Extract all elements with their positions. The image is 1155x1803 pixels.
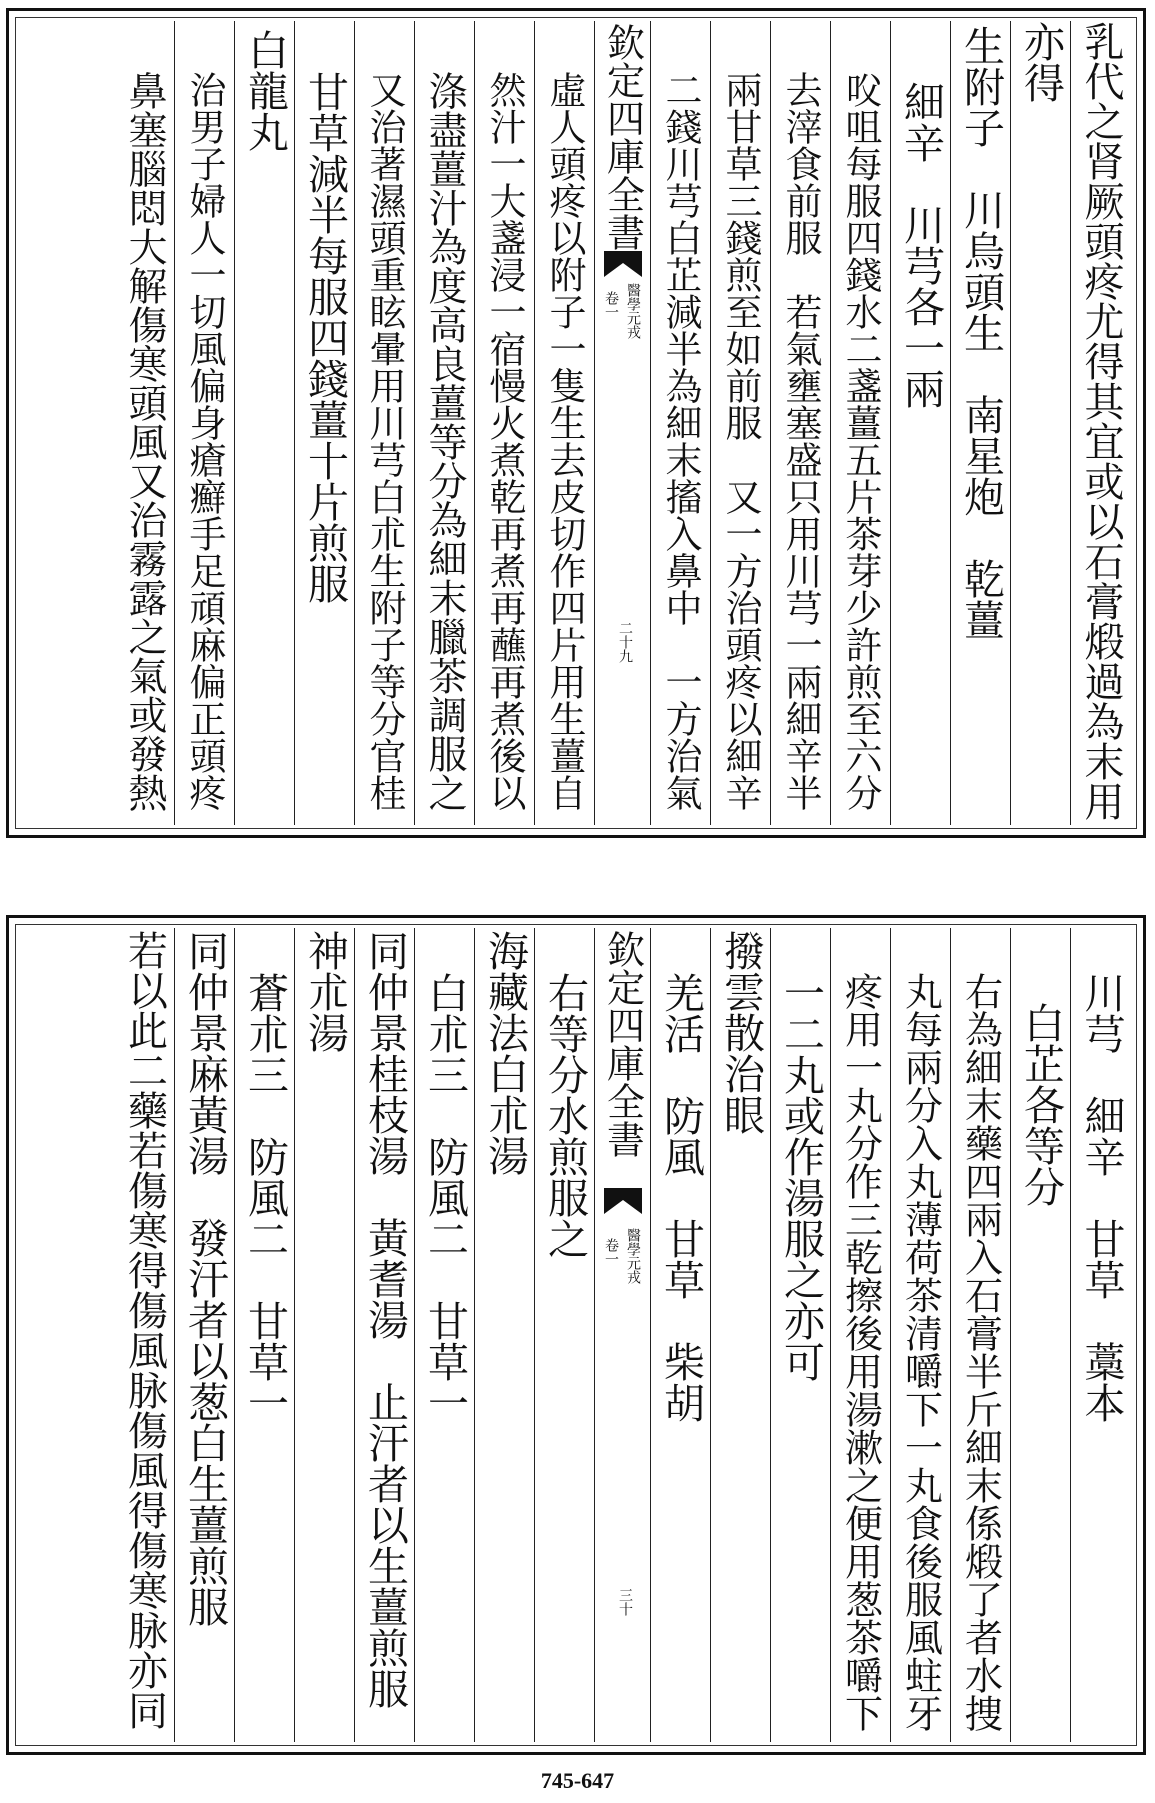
column-text: 去滓食前服 若氣壅塞盛只用川芎一兩細辛半 [779,71,822,811]
top-page [6,8,1146,838]
column-text: 㕮咀每服四錢水二盞薑五片茶芽少許煎至六分 [839,71,882,811]
center-folio: 三十 [617,1588,633,1616]
text-column [711,928,771,1742]
text-column [355,928,415,1742]
text-column [535,21,595,825]
text-column [1071,21,1131,825]
text-column [355,21,415,825]
bottom-page [6,915,1146,1755]
center-fold [595,21,651,825]
bottom-columns [21,928,1131,1742]
column-text: 兩甘草三錢煎至如前服 又一方治頭疼以細辛 [719,71,762,811]
column-text: 涤盡薑汁為度高良薑等分為細末臘茶調服之 [422,71,467,812]
column-text: 治男子婦人一切風偏身瘡癬手足頑麻偏正頭疼 [183,71,226,811]
column-text: 海藏法白朮湯 [481,930,529,1176]
column-text: 同仲景桂枝湯 黃耆湯 止汗者以生薑煎服 [361,930,409,1709]
column-text: 神朮湯 [301,930,349,1053]
column-text: 然汁一大盞浸一宿慢火煮乾再煮再蘸再煮後以 [483,71,526,811]
column-text: 乳代之肾厥頭疼尤得其宜或以石膏煅過為末用 [1078,21,1124,821]
center-title: 欽定四庫全書 [600,930,645,1158]
column-text: 撥雲散治眼 [717,930,765,1135]
text-column [831,928,891,1742]
text-column [651,928,711,1742]
text-column [1011,928,1071,1742]
text-column [1011,21,1071,825]
column-text: 若以此二藥若傷寒得傷風脉傷風得傷寒脉亦同 [121,930,168,1730]
text-column [475,928,535,1742]
text-column [475,21,535,825]
text-column [535,928,595,1742]
fish-tail-mark-icon [604,1188,642,1214]
column-text: 一二丸或作湯服之亦可 [777,972,825,1382]
center-title: 欽定四庫全書 [600,23,645,251]
text-column [415,928,475,1742]
column-text: 白朮三 防風二 甘草一 [421,972,469,1423]
text-column [115,928,175,1742]
center-juan: 卷一 [603,291,619,319]
column-text: 同仲景麻黃湯 發汗者以葱白生薑煎服 [181,930,229,1627]
column-text: 亦得 [1017,21,1065,103]
text-column [1071,928,1131,1742]
column-text: 川芎 細辛 甘草 藁本 [1077,972,1126,1423]
text-column [295,21,355,825]
center-folio: 二十九 [617,621,633,663]
text-column [711,21,771,825]
text-column [235,21,295,825]
column-text: 鼻塞腦悶大解傷寒頭風又治霧露之氣或發熱 [122,71,167,812]
text-column [951,21,1011,825]
column-text: 蒼朮三 防風二 甘草一 [241,972,289,1423]
column-text: 二錢川芎白芷減半為細末搐入鼻中 一方治氣 [659,71,702,811]
text-column [175,21,235,825]
column-text: 右等分水煎服之 [541,972,589,1259]
text-column [951,928,1011,1742]
text-column [831,21,891,825]
top-columns [21,21,1131,825]
center-book: 醫學元戎 [625,1228,641,1284]
text-column [891,928,951,1742]
column-text: 羌活 防風 甘草 柴胡 [657,972,705,1423]
column-text: 甘草減半每服四錢薑十片煎服 [301,71,349,604]
center-fold [595,928,651,1742]
page-number: 745-647 [540,1768,615,1793]
text-column [175,928,235,1742]
column-text: 白龍丸 [241,29,289,152]
fish-tail-mark-icon [604,251,642,277]
column-text: 白芷各等分 [1017,1002,1065,1207]
text-column [115,21,175,825]
text-column [891,21,951,825]
column-text: 生附子 川烏頭生 南星炮 乾薑 [957,25,1005,640]
text-column [771,21,831,825]
column-text: 虛人頭疼以附子一隻生去皮切作四片用生薑自 [543,71,586,811]
column-text: 丸每兩分入丸薄荷茶清嚼下一丸食後服風蛀牙 [898,972,943,1732]
text-column [771,928,831,1742]
text-column [235,928,295,1742]
column-text: 右為細末藥四兩入石膏半斤細末係煅了者水捜 [958,972,1003,1732]
column-text: 細辛 川芎各一兩 [897,81,945,409]
column-text: 疼用一丸分作三乾擦後用湯漱之便用葱茶嚼下 [838,972,883,1732]
center-book: 醫學元戎 [625,283,641,339]
column-text: 又治著濕頭重眩暈用川芎白朮生附子等分官桂 [363,71,406,811]
text-column [295,928,355,1742]
center-juan: 卷一 [603,1238,619,1266]
text-column [651,21,711,825]
text-column [415,21,475,825]
